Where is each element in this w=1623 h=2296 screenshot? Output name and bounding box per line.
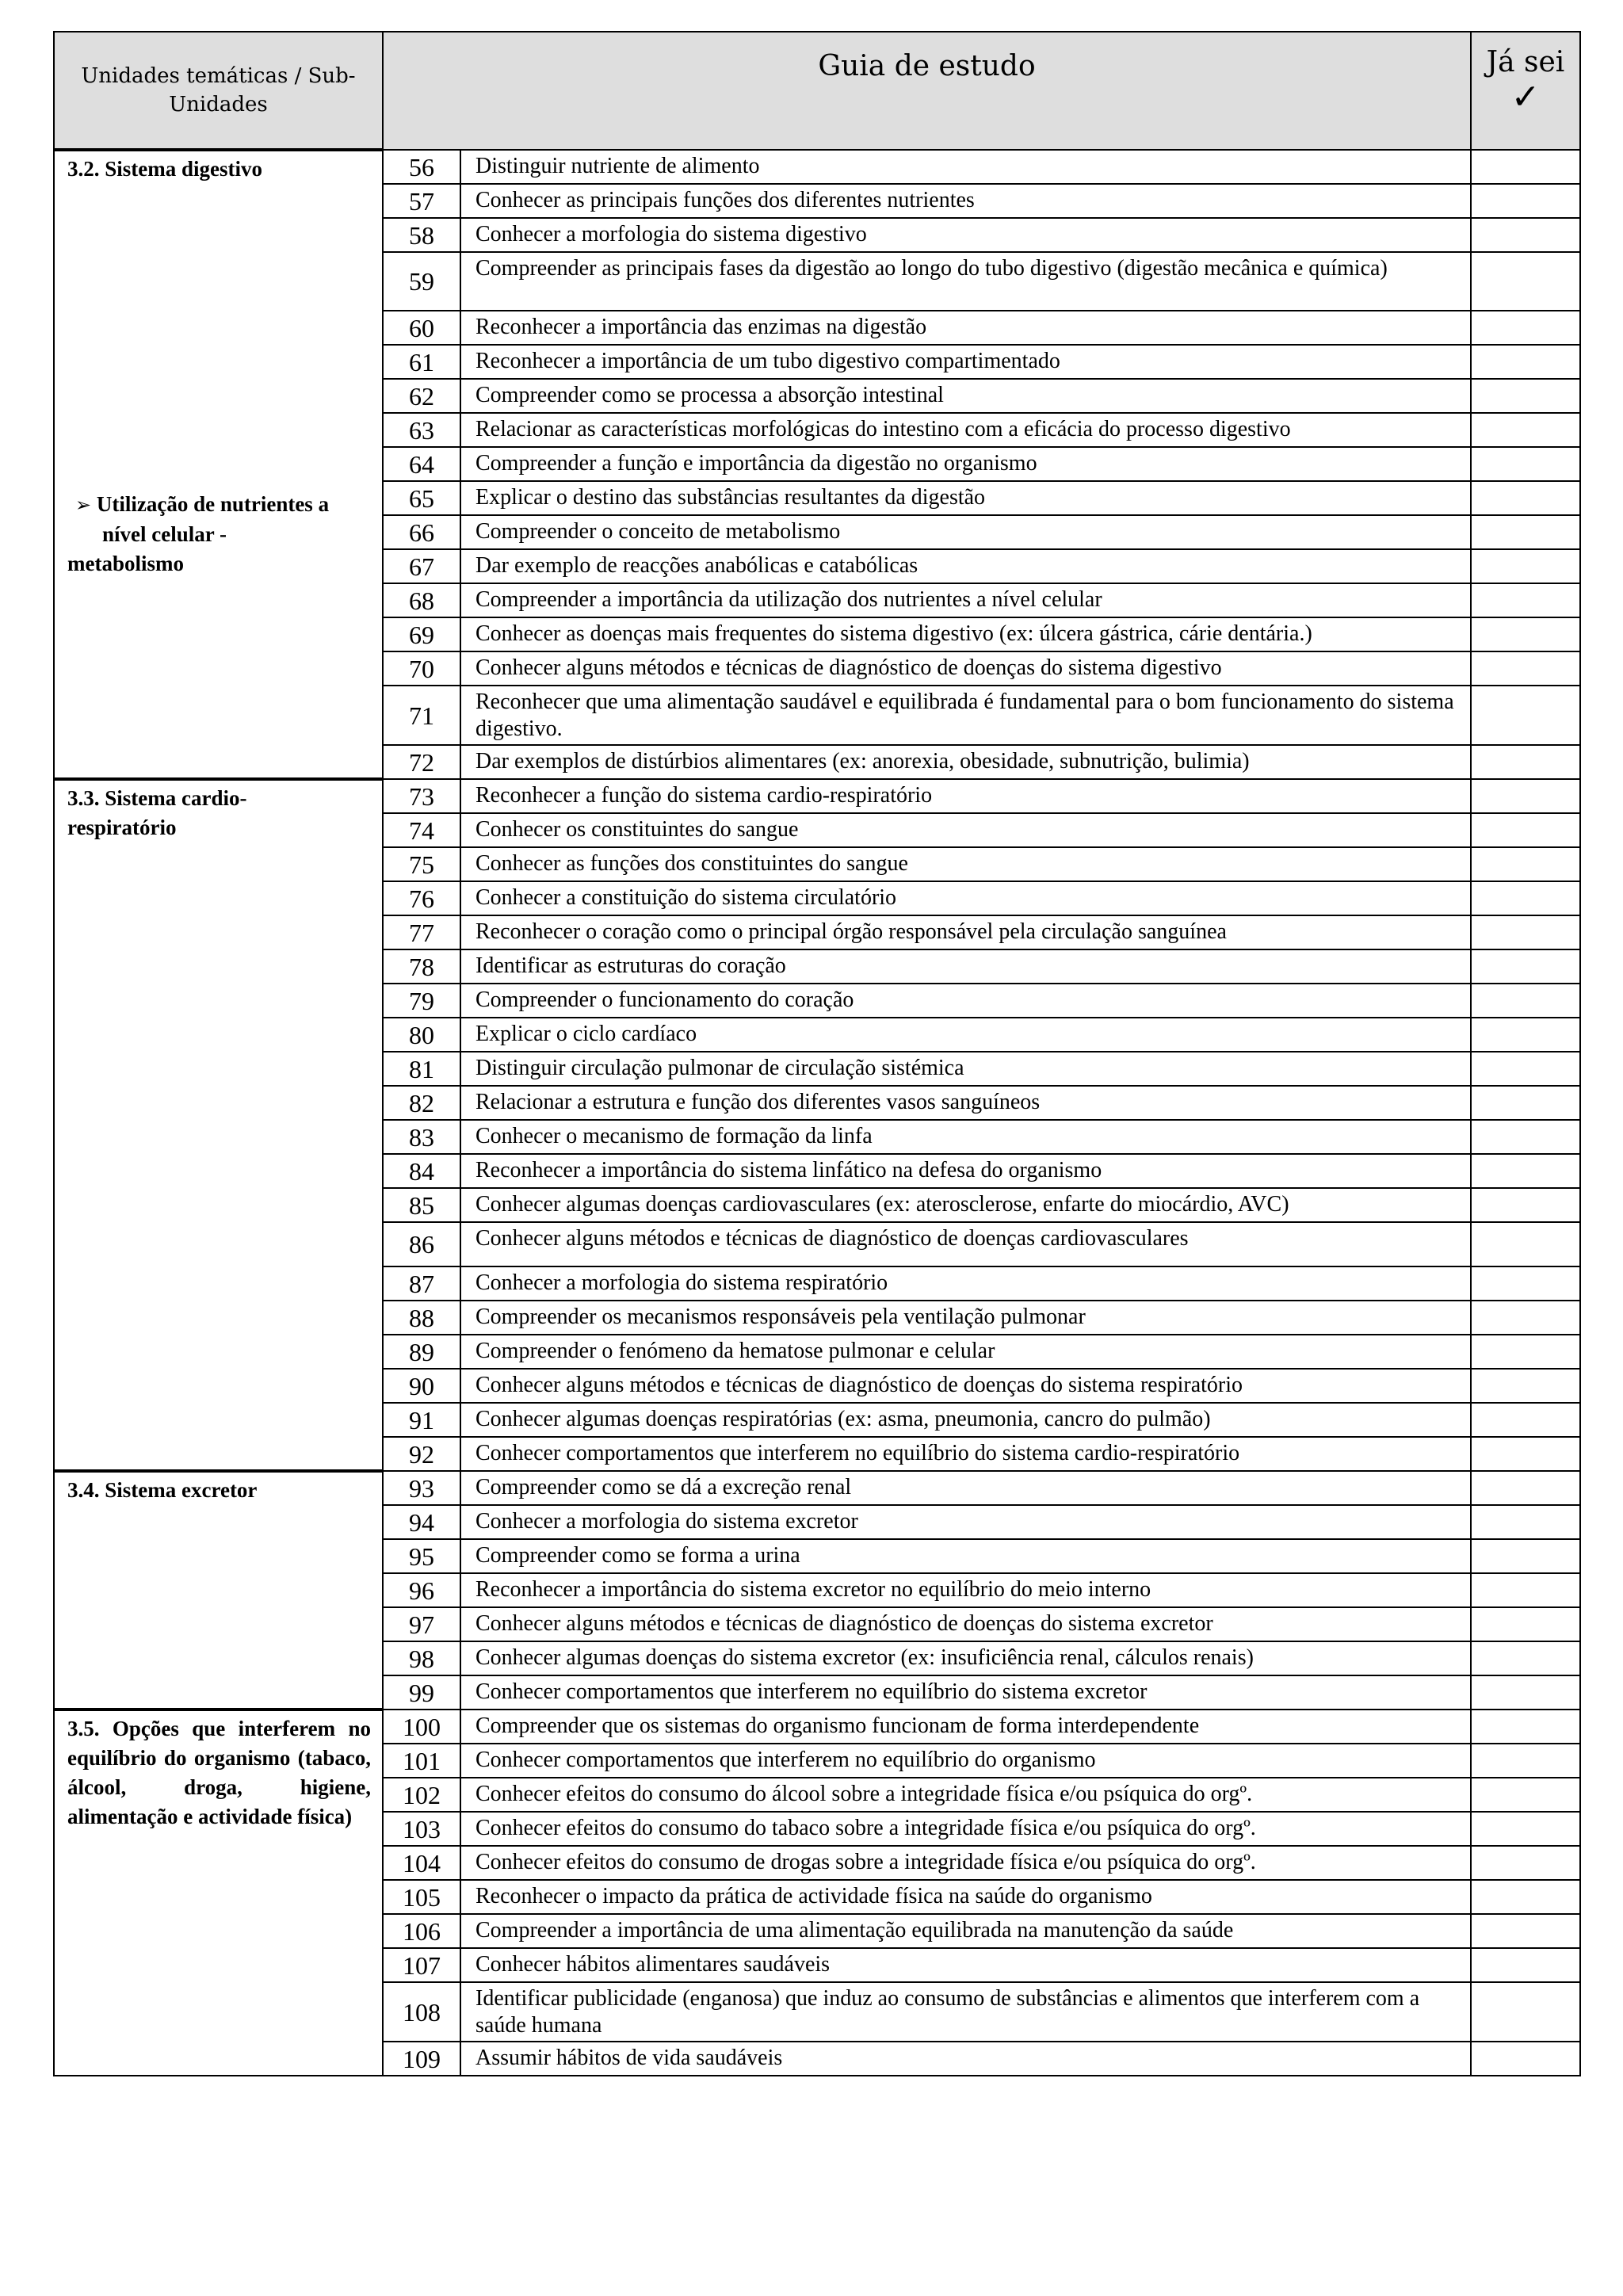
item-description: Compreender o conceito de metabolismo [460, 515, 1471, 549]
guide-row [54, 1471, 1580, 1505]
ja-sei-label: Já sei [1486, 46, 1565, 78]
ja-sei-checkbox[interactable] [1471, 651, 1580, 686]
item-number: 86 [383, 1222, 460, 1266]
ja-sei-checkbox[interactable] [1471, 779, 1580, 813]
ja-sei-checkbox[interactable] [1471, 949, 1580, 984]
item-description: Conhecer os constituintes do sangue [460, 813, 1471, 847]
study-guide-body [54, 150, 1580, 2076]
item-number: 103 [383, 1812, 460, 1846]
item-description: Conhecer efeitos do consumo do álcool sobre a integridade física e/ou psíquica do orgº. [460, 1778, 1471, 1812]
item-description: Assumir hábitos de vida saudáveis [460, 2042, 1471, 2076]
item-number: 91 [383, 1403, 460, 1437]
item-number: 56 [383, 150, 460, 184]
ja-sei-checkbox[interactable] [1471, 686, 1580, 745]
ja-sei-checkbox[interactable] [1471, 1539, 1580, 1573]
item-number: 88 [383, 1301, 460, 1335]
item-description: Compreender que os sistemas do organismo funcionam de forma interdependente [460, 1710, 1471, 1744]
ja-sei-checkbox[interactable] [1471, 1505, 1580, 1539]
item-number: 75 [383, 847, 460, 881]
item-number: 108 [383, 1982, 460, 2042]
ja-sei-checkbox[interactable] [1471, 583, 1580, 617]
item-number: 81 [383, 1052, 460, 1086]
ja-sei-checkbox[interactable] [1471, 1301, 1580, 1335]
unit-title: 3.5. Opções que interferem no equilíbrio do organismo (tabaco, álcool, droga, higiene, alimentação e actividade física) [67, 1717, 371, 1828]
item-number: 109 [383, 2042, 460, 2076]
item-number: 97 [383, 1607, 460, 1641]
item-description: Compreender o funcionamento do coração [460, 984, 1471, 1018]
item-description: Reconhecer o coração como o principal órgão responsável pela circulação sanguínea [460, 915, 1471, 949]
ja-sei-checkbox[interactable] [1471, 1052, 1580, 1086]
ja-sei-checkbox[interactable] [1471, 515, 1580, 549]
guide-row [54, 1710, 1580, 1744]
item-number: 105 [383, 1880, 460, 1914]
study-guide-table [53, 31, 1581, 2076]
item-description: Conhecer comportamentos que interferem no equilíbrio do sistema cardio-respiratório [460, 1437, 1471, 1471]
ja-sei-checkbox[interactable] [1471, 1437, 1580, 1471]
item-description: Reconhecer a função do sistema cardio-respiratório [460, 779, 1471, 813]
item-number: 72 [383, 745, 460, 779]
item-description: Conhecer as funções dos constituintes do sangue [460, 847, 1471, 881]
item-number: 96 [383, 1573, 460, 1607]
item-description: Conhecer alguns métodos e técnicas de diagnóstico de doenças do sistema digestivo [460, 651, 1471, 686]
item-description: Compreender como se processa a absorção intestinal [460, 379, 1471, 413]
item-description: Identificar as estruturas do coração [460, 949, 1471, 984]
ja-sei-checkbox[interactable] [1471, 218, 1580, 252]
item-description: Reconhecer que uma alimentação saudável e equilibrada é fundamental para o bom funcionamento do sistema digestivo. [460, 686, 1471, 745]
item-description: Compreender a importância de uma alimentação equilibrada na manutenção da saúde [460, 1914, 1471, 1948]
item-number: 95 [383, 1539, 460, 1573]
item-description: Reconhecer a importância de um tubo digestivo compartimentado [460, 345, 1471, 379]
item-description: Conhecer a morfologia do sistema excretor [460, 1505, 1471, 1539]
item-number: 89 [383, 1335, 460, 1369]
item-number: 98 [383, 1641, 460, 1675]
item-number: 70 [383, 651, 460, 686]
ja-sei-checkbox[interactable] [1471, 1573, 1580, 1607]
ja-sei-checkbox[interactable] [1471, 1018, 1580, 1052]
item-description: Conhecer hábitos alimentares saudáveis [460, 1948, 1471, 1982]
sub-unit-title [67, 490, 371, 579]
item-description: Relacionar a estrutura e função dos diferentes vasos sanguíneos [460, 1086, 1471, 1120]
ja-sei-checkbox[interactable] [1471, 1710, 1580, 1744]
item-description: Conhecer comportamentos que interferem no equilíbrio do sistema excretor [460, 1675, 1471, 1710]
item-description: Compreender como se dá a excreção renal [460, 1471, 1471, 1505]
ja-sei-checkbox[interactable] [1471, 984, 1580, 1018]
item-number: 100 [383, 1710, 460, 1744]
item-number: 93 [383, 1471, 460, 1505]
ja-sei-checkbox[interactable] [1471, 1812, 1580, 1846]
unit-title: 3.2. Sistema digestivo [67, 157, 262, 181]
item-description: Conhecer alguns métodos e técnicas de diagnóstico de doenças do sistema excretor [460, 1607, 1471, 1641]
item-description: Compreender o fenómeno da hematose pulmonar e celular [460, 1335, 1471, 1369]
item-description: Conhecer o mecanismo de formação da linfa [460, 1120, 1471, 1154]
item-description: Conhecer a morfologia do sistema digestivo [460, 218, 1471, 252]
item-description: Dar exemplos de distúrbios alimentares (ex: anorexia, obesidade, subnutrição, bulimia) [460, 745, 1471, 779]
item-description: Reconhecer a importância do sistema linfático na defesa do organismo [460, 1154, 1471, 1188]
ja-sei-checkbox[interactable] [1471, 1641, 1580, 1675]
ja-sei-checkbox[interactable] [1471, 1744, 1580, 1778]
item-number: 104 [383, 1846, 460, 1880]
unit-cell [54, 1471, 383, 1710]
item-description: Compreender como se forma a urina [460, 1539, 1471, 1573]
item-number: 80 [383, 1018, 460, 1052]
item-description: Reconhecer a importância das enzimas na digestão [460, 311, 1471, 345]
sub-unit-line-3: metabolismo [67, 552, 184, 575]
ja-sei-checkbox[interactable] [1471, 847, 1580, 881]
item-description: Compreender os mecanismos responsáveis pela ventilação pulmonar [460, 1301, 1471, 1335]
guide-row [54, 150, 1580, 184]
check-mark-icon: ✓ [1510, 77, 1541, 117]
ja-sei-checkbox[interactable] [1471, 1335, 1580, 1369]
ja-sei-checkbox[interactable] [1471, 1188, 1580, 1222]
item-description: Identificar publicidade (enganosa) que induz ao consumo de substâncias e alimentos que interferem com a saúde humana [460, 1982, 1471, 2042]
ja-sei-checkbox[interactable] [1471, 2042, 1580, 2076]
ja-sei-checkbox[interactable] [1471, 311, 1580, 345]
item-number: 78 [383, 949, 460, 984]
item-number: 61 [383, 345, 460, 379]
item-number: 64 [383, 447, 460, 481]
item-description: Conhecer alguns métodos e técnicas de diagnóstico de doenças do sistema respiratório [460, 1369, 1471, 1403]
item-number: 59 [383, 252, 460, 311]
item-description: Reconhecer a importância do sistema excretor no equilíbrio do meio interno [460, 1573, 1471, 1607]
item-description: Conhecer a constituição do sistema circulatório [460, 881, 1471, 915]
item-number: 99 [383, 1675, 460, 1710]
item-number: 90 [383, 1369, 460, 1403]
ja-sei-checkbox[interactable] [1471, 1778, 1580, 1812]
ja-sei-checkbox[interactable] [1471, 150, 1580, 184]
item-number: 57 [383, 184, 460, 218]
ja-sei-checkbox[interactable] [1471, 1471, 1580, 1505]
item-description: Distinguir circulação pulmonar de circulação sistémica [460, 1052, 1471, 1086]
item-description: Compreender as principais fases da digestão ao longo do tubo digestivo (digestão mecânica e química) [460, 252, 1471, 311]
ja-sei-checkbox[interactable] [1471, 745, 1580, 779]
ja-sei-checkbox[interactable] [1471, 881, 1580, 915]
item-number: 76 [383, 881, 460, 915]
ja-sei-checkbox[interactable] [1471, 813, 1580, 847]
ja-sei-checkbox[interactable] [1471, 1403, 1580, 1437]
item-number: 94 [383, 1505, 460, 1539]
item-number: 65 [383, 481, 460, 515]
ja-sei-checkbox[interactable] [1471, 184, 1580, 218]
unit-cell [54, 779, 383, 1471]
units-header: Unidades temáticas / Sub-Unidades [54, 32, 383, 150]
item-number: 85 [383, 1188, 460, 1222]
item-number: 67 [383, 549, 460, 583]
item-number: 101 [383, 1744, 460, 1778]
item-number: 69 [383, 617, 460, 651]
arrow-bullet-icon: ➢ [75, 494, 92, 516]
item-description: Conhecer as principais funções dos diferentes nutrientes [460, 184, 1471, 218]
item-number: 83 [383, 1120, 460, 1154]
item-description: Conhecer comportamentos que interferem no equilíbrio do organismo [460, 1744, 1471, 1778]
item-description: Dar exemplo de reacções anabólicas e catabólicas [460, 549, 1471, 583]
item-number: 79 [383, 984, 460, 1018]
item-description: Compreender a função e importância da digestão no organismo [460, 447, 1471, 481]
ja-sei-checkbox[interactable] [1471, 1982, 1580, 2042]
item-number: 102 [383, 1778, 460, 1812]
item-description: Explicar o ciclo cardíaco [460, 1018, 1471, 1052]
item-description: Relacionar as características morfológicas do intestino com a eficácia do processo digestivo [460, 413, 1471, 447]
ja-sei-checkbox[interactable] [1471, 1607, 1580, 1641]
ja-sei-checkbox[interactable] [1471, 252, 1580, 311]
ja-sei-header [1471, 32, 1580, 150]
ja-sei-checkbox[interactable] [1471, 379, 1580, 413]
ja-sei-checkbox[interactable] [1471, 1266, 1580, 1301]
item-number: 62 [383, 379, 460, 413]
ja-sei-checkbox[interactable] [1471, 1675, 1580, 1710]
item-description: Conhecer alguns métodos e técnicas de diagnóstico de doenças cardiovasculares [460, 1222, 1471, 1266]
item-number: 60 [383, 311, 460, 345]
ja-sei-checkbox[interactable] [1471, 1880, 1580, 1914]
ja-sei-checkbox[interactable] [1471, 1369, 1580, 1403]
ja-sei-checkbox[interactable] [1471, 617, 1580, 651]
ja-sei-checkbox[interactable] [1471, 481, 1580, 515]
sub-unit-line-2: nível celular - [102, 522, 227, 546]
item-number: 73 [383, 779, 460, 813]
item-description: Conhecer a morfologia do sistema respiratório [460, 1266, 1471, 1301]
guide-header: Guia de estudo [383, 32, 1471, 150]
item-number: 66 [383, 515, 460, 549]
guide-row [54, 779, 1580, 813]
ja-sei-checkbox[interactable] [1471, 915, 1580, 949]
item-description: Conhecer efeitos do consumo do tabaco sobre a integridade física e/ou psíquica do orgº. [460, 1812, 1471, 1846]
item-description: Conhecer algumas doenças respiratórias (ex: asma, pneumonia, cancro do pulmão) [460, 1403, 1471, 1437]
item-number: 82 [383, 1086, 460, 1120]
ja-sei-checkbox[interactable] [1471, 1154, 1580, 1188]
item-description: Conhecer algumas doenças cardiovasculares (ex: aterosclerose, enfarte do miocárdio, AVC) [460, 1188, 1471, 1222]
item-description: Reconhecer o impacto da prática de actividade física na saúde do organismo [460, 1880, 1471, 1914]
ja-sei-checkbox[interactable] [1471, 1914, 1580, 1948]
header-row [54, 32, 1580, 150]
item-description: Distinguir nutriente de alimento [460, 150, 1471, 184]
ja-sei-checkbox[interactable] [1471, 1222, 1580, 1266]
item-number: 106 [383, 1914, 460, 1948]
item-number: 68 [383, 583, 460, 617]
item-number: 71 [383, 686, 460, 745]
item-number: 63 [383, 413, 460, 447]
ja-sei-checkbox[interactable] [1471, 549, 1580, 583]
item-description: Conhecer efeitos do consumo de drogas sobre a integridade física e/ou psíquica do orgº. [460, 1846, 1471, 1880]
item-description: Explicar o destino das substâncias resultantes da digestão [460, 481, 1471, 515]
ja-sei-checkbox[interactable] [1471, 1846, 1580, 1880]
item-description: Compreender a importância da utilização dos nutrientes a nível celular [460, 583, 1471, 617]
item-description: Conhecer algumas doenças do sistema excretor (ex: insuficiência renal, cálculos renais) [460, 1641, 1471, 1675]
ja-sei-checkbox[interactable] [1471, 1120, 1580, 1154]
unit-title: 3.4. Sistema excretor [67, 1478, 258, 1502]
ja-sei-checkbox[interactable] [1471, 413, 1580, 447]
unit-cell [54, 150, 383, 779]
item-description: Conhecer as doenças mais frequentes do sistema digestivo (ex: úlcera gástrica, cárie dentária.) [460, 617, 1471, 651]
item-number: 87 [383, 1266, 460, 1301]
ja-sei-checkbox[interactable] [1471, 447, 1580, 481]
unit-cell [54, 1710, 383, 2076]
sub-unit-line-1: Utilização de nutrientes a [96, 492, 330, 516]
item-number: 107 [383, 1948, 460, 1982]
ja-sei-checkbox[interactable] [1471, 1948, 1580, 1982]
item-number: 74 [383, 813, 460, 847]
item-number: 92 [383, 1437, 460, 1471]
ja-sei-checkbox[interactable] [1471, 345, 1580, 379]
item-number: 84 [383, 1154, 460, 1188]
item-number: 77 [383, 915, 460, 949]
ja-sei-checkbox[interactable] [1471, 1086, 1580, 1120]
item-number: 58 [383, 218, 460, 252]
unit-title: 3.3. Sistema cardio-respiratório [67, 786, 247, 839]
